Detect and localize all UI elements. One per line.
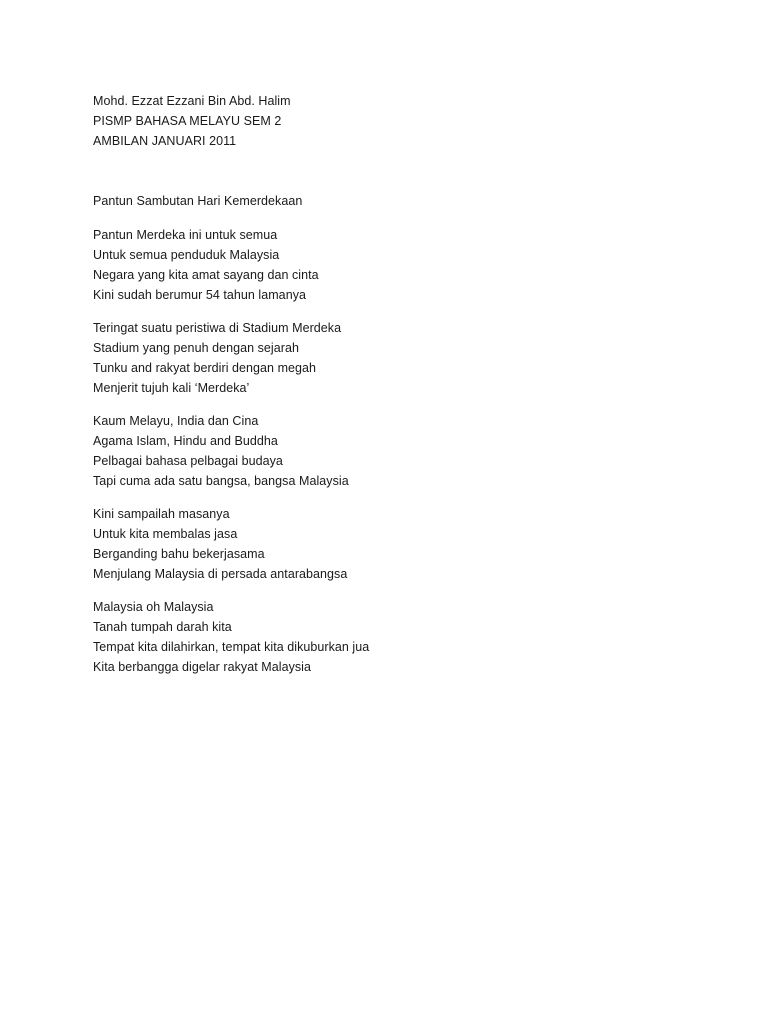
poem-title: Pantun Sambutan Hari Kemerdekaan	[93, 194, 303, 208]
stanza-line: Agama Islam, Hindu and Buddha	[93, 434, 278, 448]
program-name: PISMP BAHASA MELAYU SEM 2	[93, 114, 282, 128]
document-content	[93, 91, 713, 677]
stanza-line: Pantun Merdeka ini untuk semua	[93, 228, 278, 242]
stanza-5	[93, 597, 713, 677]
stanza-line: Kini sudah berumur 54 tahun lamanya	[93, 288, 306, 302]
stanza-2	[93, 318, 713, 398]
stanza-line: Menjulang Malaysia di persada antarabangsa	[93, 567, 348, 581]
stanza-line: Negara yang kita amat sayang dan cinta	[93, 268, 319, 282]
stanza-line: Teringat suatu peristiwa di Stadium Merdeka	[93, 321, 342, 335]
stanza-3	[93, 411, 713, 491]
stanza-line: Untuk kita membalas jasa	[93, 527, 238, 541]
stanza-line: Tunku and rakyat berdiri dengan megah	[93, 361, 317, 375]
stanza-line: Tanah tumpah darah kita	[93, 620, 232, 634]
intake-label: AMBILAN JANUARI 2011	[93, 134, 237, 148]
stanza-4	[93, 504, 713, 584]
stanza-line: Pelbagai bahasa pelbagai budaya	[93, 454, 283, 468]
author-name: Mohd. Ezzat Ezzani Bin Abd. Halim	[93, 94, 291, 108]
poem-title-block	[93, 191, 713, 211]
stanza-line: Berganding bahu bekerjasama	[93, 547, 265, 561]
stanza-line: Malaysia oh Malaysia	[93, 600, 214, 614]
document-header	[93, 91, 713, 151]
stanza-line: Tempat kita dilahirkan, tempat kita dikuburkan jua	[93, 640, 370, 654]
stanza-line: Stadium yang penuh dengan sejarah	[93, 341, 299, 355]
stanza-line: Tapi cuma ada satu bangsa, bangsa Malaysia	[93, 474, 349, 488]
stanza-line: Menjerit tujuh kali ‘Merdeka’	[93, 381, 250, 395]
stanza-1	[93, 225, 713, 305]
stanza-line: Untuk semua penduduk Malaysia	[93, 248, 280, 262]
stanza-line: Kini sampailah masanya	[93, 507, 230, 521]
stanza-line: Kaum Melayu, India dan Cina	[93, 414, 259, 428]
stanza-line: Kita berbangga digelar rakyat Malaysia	[93, 660, 311, 674]
